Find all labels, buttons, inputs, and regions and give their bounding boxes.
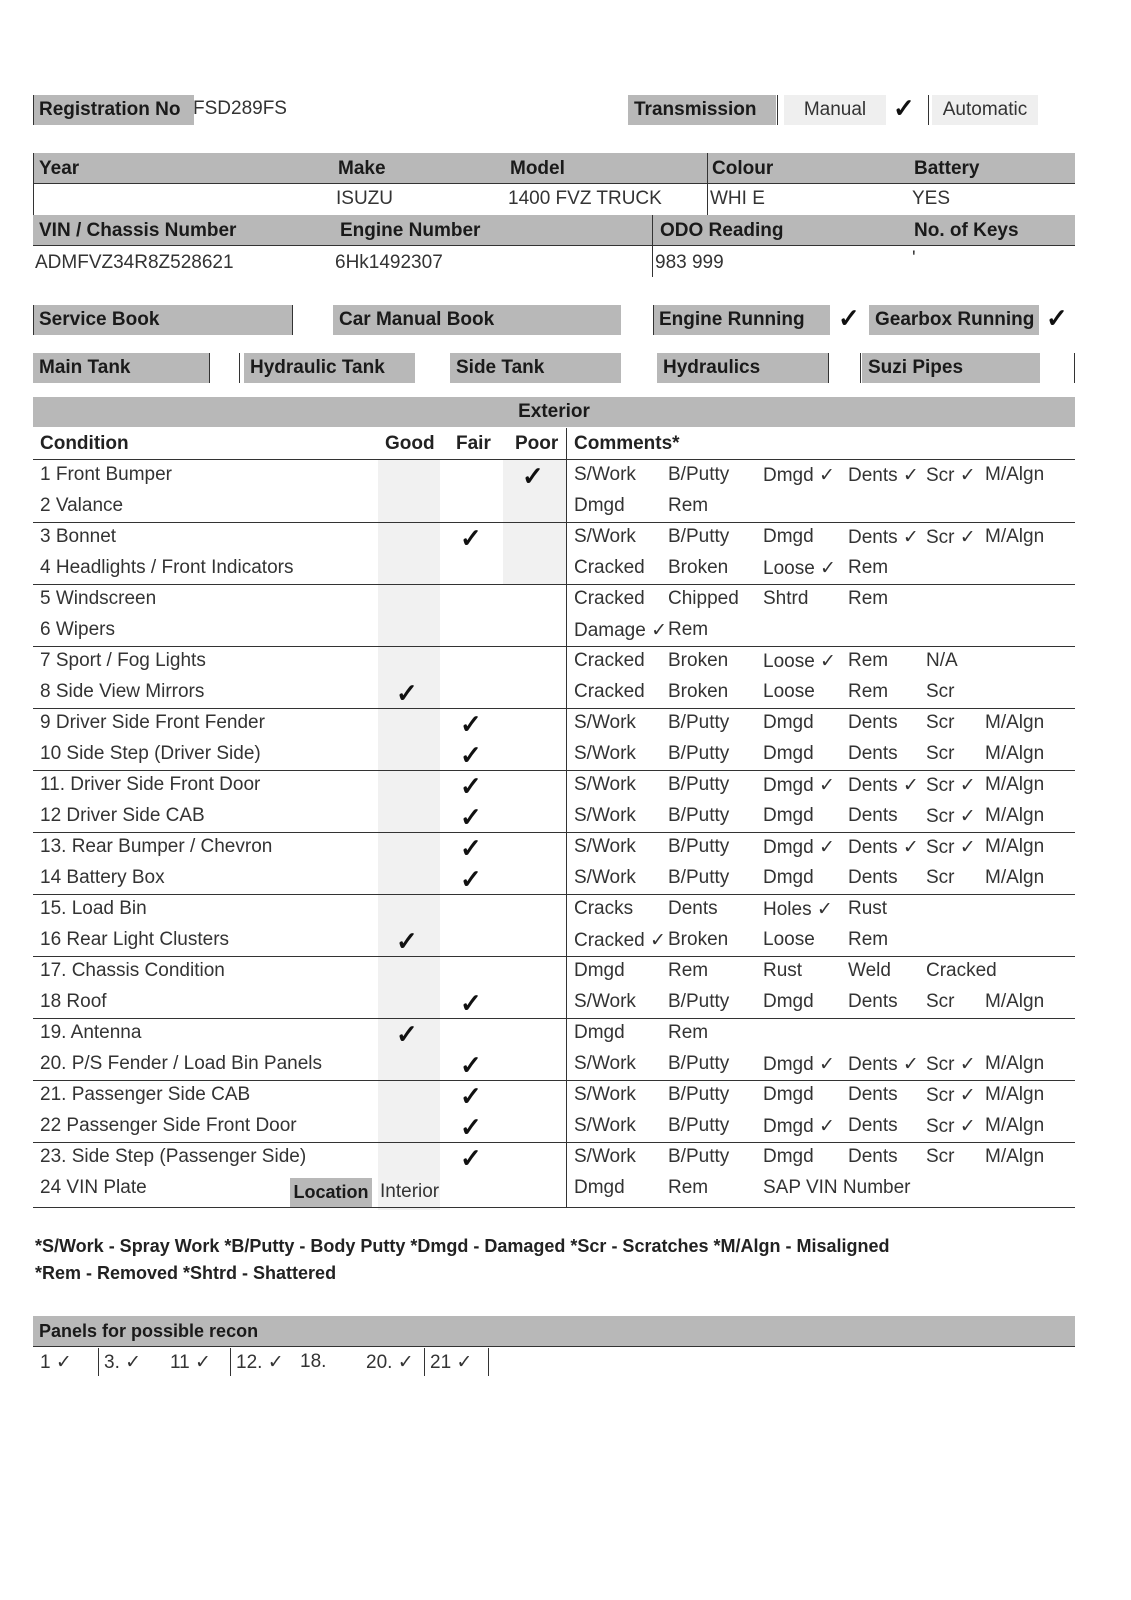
comment-option: B/Putty <box>668 1115 730 1136</box>
poor-header: Poor <box>515 433 559 454</box>
comment-option: S/Work <box>574 1053 636 1074</box>
comment-option: B/Putty <box>668 1084 730 1105</box>
rating-fair-check-icon: ✓ <box>460 1143 482 1173</box>
rating-good-check-icon: ✓ <box>396 678 418 708</box>
comment-option: Dents <box>848 1146 898 1167</box>
comment-option: M/Algn <box>985 991 1045 1012</box>
comment-option: Dmgd <box>574 495 625 516</box>
comment-option: Cracks <box>574 898 634 919</box>
comment-option: M/Algn <box>985 712 1045 733</box>
comment-option: Scr <box>926 681 955 702</box>
comment-option: M/Algn <box>985 836 1045 857</box>
comment-option: B/Putty <box>668 867 730 888</box>
rating-fair-check-icon: ✓ <box>460 740 482 770</box>
comment-option: B/Putty <box>668 1053 730 1074</box>
comment-option: Chipped <box>668 588 739 609</box>
condition-item-label: 16 Rear Light Clusters <box>40 929 230 950</box>
comment-option: Dents ✓ <box>848 775 919 796</box>
legend-line-2: *Rem - Removed *Shtrd - Shattered <box>35 1263 337 1283</box>
vin-value: ADMFVZ34R8Z528621 <box>35 252 234 273</box>
comment-option: Dents ✓ <box>848 527 919 548</box>
transmission-label: Transmission <box>628 95 776 125</box>
comment-option: S/Work <box>574 464 636 485</box>
comment-option: Weld <box>848 960 891 981</box>
condition-item-label: 3 Bonnet <box>40 526 117 547</box>
comment-option: Scr ✓ <box>926 527 976 548</box>
condition-item-label: 1 Front Bumper <box>40 464 172 485</box>
condition-item-label: 8 Side View Mirrors <box>40 681 205 702</box>
comment-option: Holes ✓ <box>763 899 833 920</box>
condition-item-label: 11. Driver Side Front Door <box>40 774 261 795</box>
condition-item-label: 24 VIN Plate <box>40 1177 147 1198</box>
comment-option: Cracked <box>574 557 645 578</box>
comment-option: Scr <box>926 991 955 1012</box>
rating-fair-check-icon: ✓ <box>460 771 482 801</box>
comment-option: Dmgd ✓ <box>763 1054 835 1075</box>
rating-fair-check-icon: ✓ <box>460 1050 482 1080</box>
comment-option: Dmgd ✓ <box>763 775 835 796</box>
comment-option: B/Putty <box>668 464 730 485</box>
registration-value: FSD289FS <box>193 98 287 119</box>
panel-item: 3. ✓ <box>104 1352 142 1373</box>
engine-running: Engine Running <box>653 305 830 335</box>
condition-item-label: 21. Passenger Side CAB <box>40 1084 251 1105</box>
battery-value: YES <box>912 188 951 209</box>
comment-option: Dents <box>848 991 898 1012</box>
comment-option: M/Algn <box>985 1084 1045 1105</box>
comment-option: Dents <box>848 743 898 764</box>
comment-option: B/Putty <box>668 1146 730 1167</box>
transmission-manual: Manual <box>784 95 886 125</box>
comment-option: Scr ✓ <box>926 806 976 827</box>
panels-title: Panels for possible recon <box>33 1316 1075 1346</box>
comment-option: S/Work <box>574 774 636 795</box>
registration-label: Registration No <box>33 95 194 125</box>
comment-option: Dents ✓ <box>848 1054 919 1075</box>
condition-item-label: 13. Rear Bumper / Chevron <box>40 836 273 857</box>
comment-option: Rem <box>848 929 889 950</box>
engine-check-icon: ✓ <box>838 303 860 333</box>
comment-option: Dmgd <box>574 960 625 981</box>
condition-item-label: 9 Driver Side Front Fender <box>40 712 265 733</box>
comment-option: M/Algn <box>985 1146 1045 1167</box>
condition-item-label: 15. Load Bin <box>40 898 147 919</box>
comment-option: M/Algn <box>985 805 1045 826</box>
rating-fair-check-icon: ✓ <box>460 864 482 894</box>
comment-option: Dmgd <box>763 1146 814 1167</box>
comment-option: Dmgd <box>763 805 814 826</box>
comment-option: Rem <box>668 1177 709 1198</box>
condition-item-label: 2 Valance <box>40 495 124 516</box>
comment-option: Scr ✓ <box>926 465 976 486</box>
comment-option: Rem <box>848 650 889 671</box>
comment-option: Scr ✓ <box>926 1116 976 1137</box>
panel-item: 12. ✓ <box>236 1352 284 1373</box>
comment-option: Loose <box>763 681 815 702</box>
panel-item: 20. ✓ <box>366 1352 414 1373</box>
comment-option: S/Work <box>574 743 636 764</box>
comment-option: S/Work <box>574 867 636 888</box>
comment-option: S/Work <box>574 836 636 857</box>
comment-option: Dmgd ✓ <box>763 837 835 858</box>
location-value: Interior <box>380 1181 440 1202</box>
keys-value: ' <box>912 248 916 269</box>
comment-option: Broken <box>668 557 729 578</box>
comment-option: Rem <box>668 495 709 516</box>
model-header: Model <box>510 158 565 179</box>
comment-option: Dents <box>848 867 898 888</box>
gearbox-check-icon: ✓ <box>1046 303 1068 333</box>
comment-option: M/Algn <box>985 526 1045 547</box>
comment-option: Shtrd <box>763 588 809 609</box>
comment-option: Damage ✓ <box>574 620 668 641</box>
comment-option: B/Putty <box>668 774 730 795</box>
comment-option: M/Algn <box>985 1115 1045 1136</box>
comment-option: Dmgd <box>763 867 814 888</box>
comment-option: Broken <box>668 681 729 702</box>
comment-option: M/Algn <box>985 867 1045 888</box>
battery-header: Battery <box>914 158 980 179</box>
comment-option: Dents ✓ <box>848 465 919 486</box>
comment-option: Scr ✓ <box>926 775 976 796</box>
panel-item: 1 ✓ <box>40 1352 72 1373</box>
comment-option: S/Work <box>574 805 636 826</box>
location-label: Location <box>290 1178 372 1207</box>
model-value: 1400 FVZ TRUCK <box>508 188 662 209</box>
vin-header: VIN / Chassis Number <box>39 220 237 241</box>
condition-item-label: 12 Driver Side CAB <box>40 805 205 826</box>
comment-option: Rust <box>763 960 803 981</box>
panel-item: 11 ✓ <box>170 1352 211 1373</box>
comment-option: Scr ✓ <box>926 837 976 858</box>
comment-option: Loose <box>763 929 815 950</box>
comment-option: N/A <box>926 650 958 671</box>
comment-option: M/Algn <box>985 774 1045 795</box>
condition-item-label: 4 Headlights / Front Indicators <box>40 557 294 578</box>
comment-option: Scr ✓ <box>926 1054 976 1075</box>
comment-option: Rem <box>668 960 709 981</box>
comment-option: S/Work <box>574 1115 636 1136</box>
comment-option: Cracked ✓ <box>574 930 666 951</box>
comment-option: Dents <box>848 1084 898 1105</box>
comment-option: Scr <box>926 712 955 733</box>
engine-value: 6Hk1492307 <box>335 252 443 273</box>
comment-option: Rem <box>848 681 889 702</box>
comment-option: Dmgd ✓ <box>763 465 835 486</box>
comment-option: Loose ✓ <box>763 558 836 579</box>
comment-option: B/Putty <box>668 743 730 764</box>
rating-poor-check-icon: ✓ <box>522 461 544 491</box>
car-manual-book: Car Manual Book <box>333 305 621 335</box>
condition-item-label: 10 Side Step (Driver Side) <box>40 743 261 764</box>
comment-option: Cracked <box>574 650 645 671</box>
condition-item-label: 22 Passenger Side Front Door <box>40 1115 297 1136</box>
rating-good-check-icon: ✓ <box>396 1019 418 1049</box>
comment-option: B/Putty <box>668 526 730 547</box>
comment-option: Dmgd <box>763 743 814 764</box>
condition-item-label: 17. Chassis Condition <box>40 960 225 981</box>
comment-option: Dents ✓ <box>848 837 919 858</box>
comment-option: Dents <box>848 805 898 826</box>
manual-check-icon: ✓ <box>893 93 915 123</box>
comment-option: Rust <box>848 898 888 919</box>
rating-fair-check-icon: ✓ <box>460 709 482 739</box>
comment-option: Dmgd <box>574 1177 625 1198</box>
fair-header: Fair <box>456 433 491 454</box>
hydraulic-tank: Hydraulic Tank <box>244 353 415 383</box>
make-header: Make <box>338 158 386 179</box>
comment-option: B/Putty <box>668 991 730 1012</box>
side-tank: Side Tank <box>450 353 621 383</box>
comment-option: Rem <box>668 619 709 640</box>
comment-option: Broken <box>668 929 729 950</box>
comment-option: B/Putty <box>668 712 730 733</box>
hydraulics: Hydraulics <box>657 353 828 383</box>
condition-header: Condition <box>40 433 129 454</box>
legend-line-1: *S/Work - Spray Work *B/Putty - Body Putty *Dmgd - Damaged *Scr - Scratches *M/Algn - Misaligned <box>35 1236 890 1256</box>
comment-option: Dmgd <box>574 1022 625 1043</box>
comment-option: S/Work <box>574 991 636 1012</box>
comment-option: S/Work <box>574 1146 636 1167</box>
comment-option: S/Work <box>574 712 636 733</box>
rating-fair-check-icon: ✓ <box>460 988 482 1018</box>
rating-fair-check-icon: ✓ <box>460 523 482 553</box>
service-book: Service Book <box>33 305 293 335</box>
comment-option: Dmgd <box>763 712 814 733</box>
comment-option: Scr <box>926 1146 955 1167</box>
comment-option: SAP VIN Number <box>763 1177 911 1198</box>
comment-option: Cracked <box>574 681 645 702</box>
comment-option: Dents <box>668 898 718 919</box>
comment-option: Rem <box>848 557 889 578</box>
condition-item-label: 14 Battery Box <box>40 867 165 888</box>
comment-option: Dmgd <box>763 991 814 1012</box>
rating-fair-check-icon: ✓ <box>460 1112 482 1142</box>
rating-fair-check-icon: ✓ <box>460 833 482 863</box>
comment-option: Dents <box>848 712 898 733</box>
condition-item-label: 6 Wipers <box>40 619 115 640</box>
comment-option: S/Work <box>574 526 636 547</box>
comment-option: Scr <box>926 743 955 764</box>
colour-header: Colour <box>712 158 774 179</box>
condition-item-label: 18 Roof <box>40 991 107 1012</box>
year-header: Year <box>39 158 80 179</box>
comment-option: Dmgd <box>763 1084 814 1105</box>
suzi-pipes: Suzi Pipes <box>862 353 1040 383</box>
comment-option: Cracked <box>926 960 997 981</box>
good-header: Good <box>385 433 435 454</box>
comment-option: Loose ✓ <box>763 651 836 672</box>
comment-option: B/Putty <box>668 805 730 826</box>
exterior-title: Exterior <box>33 397 1075 427</box>
panel-item: 21 ✓ <box>430 1352 473 1373</box>
comment-option: M/Algn <box>985 743 1045 764</box>
comment-option: Dmgd ✓ <box>763 1116 835 1137</box>
comment-option: Dents <box>848 1115 898 1136</box>
comment-option: Rem <box>848 588 889 609</box>
comment-option: S/Work <box>574 1084 636 1105</box>
comment-option: M/Algn <box>985 464 1045 485</box>
condition-item-label: 20. P/S Fender / Load Bin Panels <box>40 1053 323 1074</box>
comment-option: Scr <box>926 867 955 888</box>
transmission-automatic: Automatic <box>932 95 1038 125</box>
comment-option: M/Algn <box>985 1053 1045 1074</box>
engine-header: Engine Number <box>340 220 481 241</box>
comment-option: Scr ✓ <box>926 1085 976 1106</box>
condition-item-label: 5 Windscreen <box>40 588 157 609</box>
comments-header: Comments* <box>574 433 680 454</box>
colour-value: WHI E <box>710 188 765 209</box>
panel-item: 18. <box>300 1351 327 1372</box>
make-value: ISUZU <box>336 188 393 209</box>
odo-header: ODO Reading <box>660 220 784 241</box>
condition-item-label: 19. Antenna <box>40 1022 142 1043</box>
main-tank: Main Tank <box>33 353 209 383</box>
comment-option: B/Putty <box>668 836 730 857</box>
comment-option: Dmgd <box>763 526 814 547</box>
gearbox-running: Gearbox Running <box>869 305 1039 335</box>
odo-value: 983 999 <box>655 252 724 273</box>
keys-header: No. of Keys <box>914 220 1019 241</box>
condition-item-label: 7 Sport / Fog Lights <box>40 650 206 671</box>
condition-item-label: 23. Side Step (Passenger Side) <box>40 1146 307 1167</box>
rating-fair-check-icon: ✓ <box>460 802 482 832</box>
comment-option: Rem <box>668 1022 709 1043</box>
rating-fair-check-icon: ✓ <box>460 1081 482 1111</box>
comment-option: Cracked <box>574 588 645 609</box>
rating-good-check-icon: ✓ <box>396 926 418 956</box>
comment-option: Broken <box>668 650 729 671</box>
